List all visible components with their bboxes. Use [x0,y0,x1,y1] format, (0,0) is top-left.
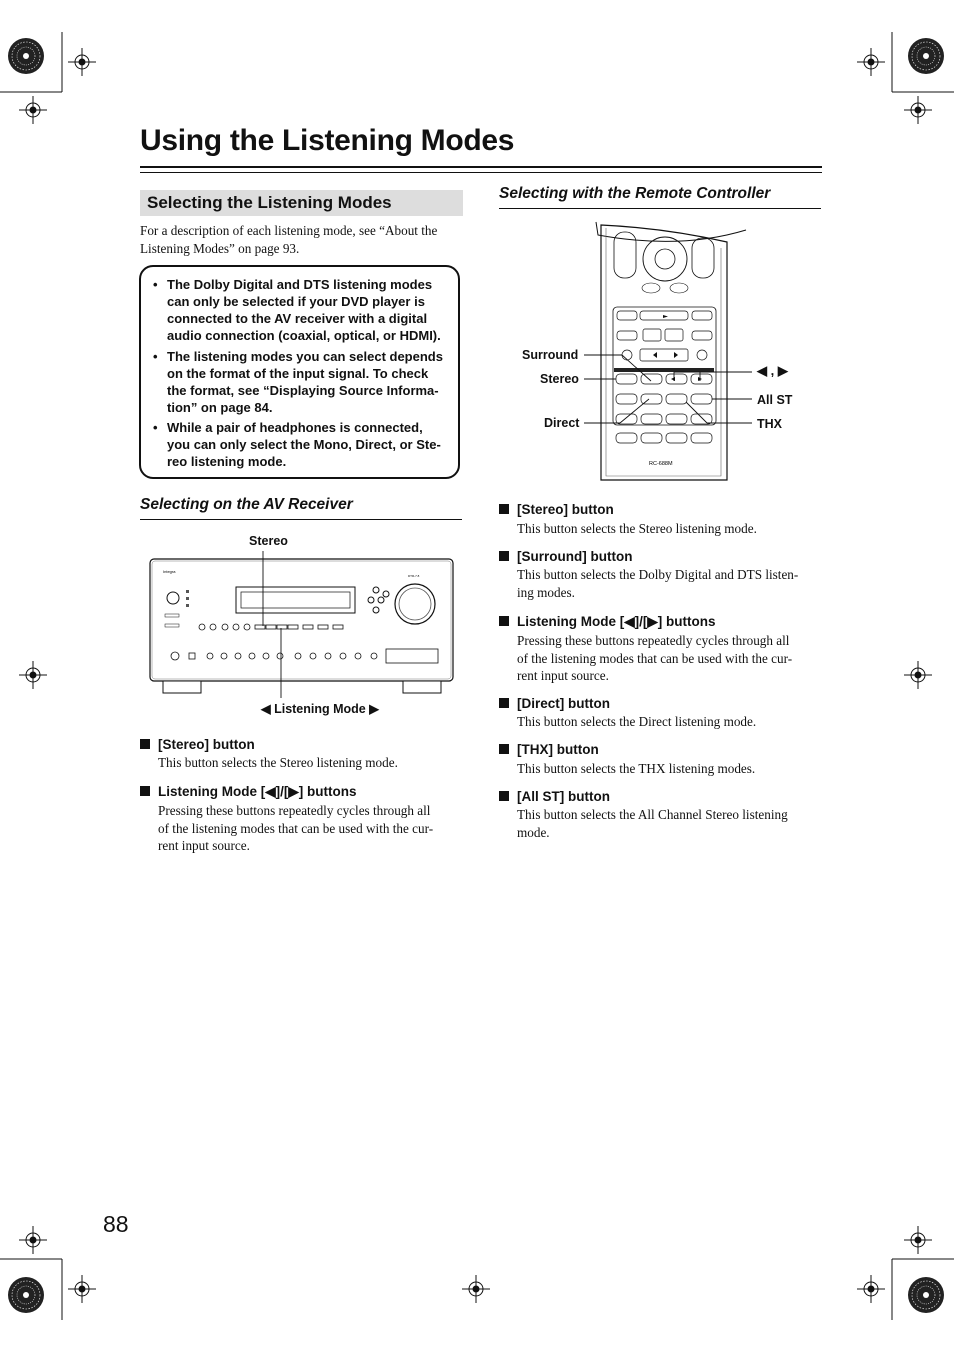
item-description: This button selects the All Channel Stereo listening mode. [517,807,788,840]
receiver-stereo-label: Stereo [249,534,288,548]
svg-text:DTR-7.8: DTR-7.8 [408,574,420,578]
bullet: • [153,349,158,364]
item-description: This button selects the Stereo listening mode. [517,521,757,536]
item-description: This button selects the Direct listening mode. [517,714,757,729]
section-title: Selecting the Listening Modes [147,193,392,212]
item-description: This button selects the THX listening modes. [517,761,756,776]
page-title: Using the Listening Modes [140,124,515,157]
remote-surround-label: Surround [522,348,579,362]
item-heading: [All ST] button [499,789,610,804]
receiver-listening-mode-label: ◀ Listening Mode ▶ [261,702,379,716]
note-item: The Dolby Digital and DTS listening modes can only be selected if your DVD player is connected to the AV receiver with a digital audio connection (coaxial, optical, or HDMI). [167,277,441,343]
item-description: This button selects the Dolby Digital and DTS listen- ing modes. [517,567,799,600]
item-description: Pressing these buttons repeatedly cycles through all of the listening modes that can be used with the cur- rent input source. [158,803,434,853]
remote-direct-label: Direct [544,416,580,430]
page-number: 88 [103,1211,129,1237]
item-heading: Listening Mode [◀]/[▶] buttons [499,614,715,630]
item-description: This button selects the Stereo listening mode. [158,755,398,770]
note-item: The listening modes you can select depends on the format of the input signal. To check the format, see “Displaying Source Informa- tion” on page 84. [167,349,443,415]
item-heading: [Stereo] button [499,502,614,517]
remote-arrows-label: ◀ , ▶ [757,363,788,378]
item-heading: [Surround] button [499,549,632,564]
item-heading: [Stereo] button [140,737,255,752]
item-heading: Listening Mode [◀]/[▶] buttons [140,784,356,800]
note-item: While a pair of headphones is connected, you can only select the Mono, Direct, or Ste- reo listening mode. [167,420,441,469]
item-heading: [Direct] button [499,696,610,711]
svg-text:Integra: Integra [163,569,176,574]
intro-line: For a description of each listening mode, see “About the [140,223,438,238]
intro-line: Listening Modes” on page 93. [140,240,300,256]
bullet: • [153,277,158,292]
remote-subhead: Selecting with the Remote Controller [499,185,771,202]
remote-thx-label: THX [757,417,782,431]
receiver-subhead: Selecting on the AV Receiver [140,496,353,513]
remote-stereo-label: Stereo [540,372,579,386]
item-heading: [THX] button [499,742,599,757]
item-description: Pressing these buttons repeatedly cycles through all of the listening modes that can be used with the cur- rent input source. [517,633,793,683]
remote-all-st-label: All ST [757,393,793,407]
svg-text:RC-688M: RC-688M [649,461,673,467]
bullet: • [153,420,158,435]
